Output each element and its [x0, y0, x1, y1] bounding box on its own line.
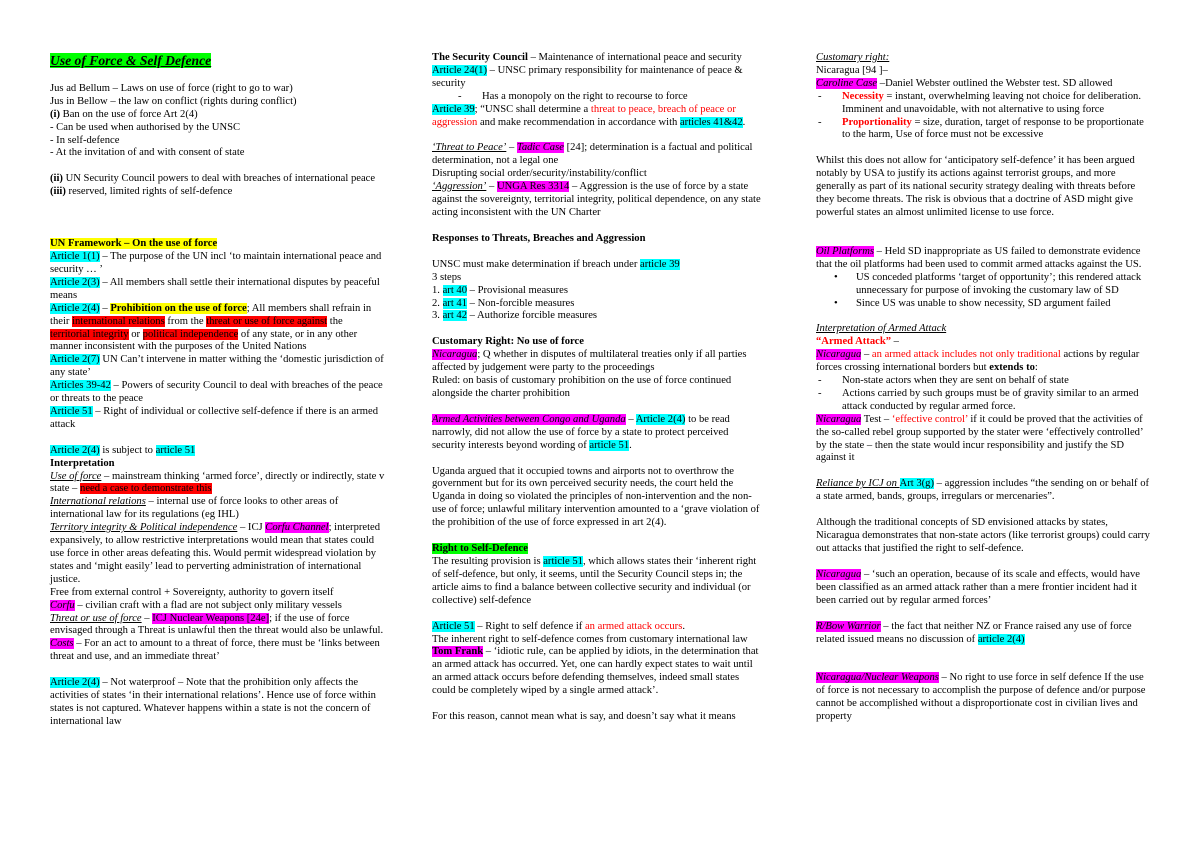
- article-39-text-1: ; “UNSC shall determine a: [474, 103, 591, 115]
- use-of-force-term: Use of force: [50, 470, 102, 482]
- tom-frank-name: Tom Frank: [432, 646, 484, 658]
- threat-to-peace-line: [432, 142, 762, 168]
- armed-article-51-ref: article 51: [589, 439, 630, 451]
- caroline-case: Caroline Case: [816, 77, 878, 89]
- gravity-text: Actions carried by such groups must be of gravity similar to an armed attack conducted by regular armed force.: [842, 387, 1139, 412]
- armed-attack-line: [816, 336, 1152, 349]
- proportionality-term: Proportionality: [842, 116, 912, 128]
- aggression-text: – Aggression is the use of force by a state against the sovereignty, territorial integrity, political dependence, on any state acting inconsistent with the UN Charter: [432, 181, 761, 218]
- reliance-term: Reliance by ICJ on: [816, 478, 900, 490]
- threat-to-peace-dash: –: [506, 142, 517, 154]
- article-51-text: – Right of individual or collective self-defence if there is an armed attack: [50, 405, 378, 430]
- tom-frank-text: – ‘idiotic rule, can be applied by idiots, in the determination that an armed attack has occurred. Yet, one can hardly expect states to wait until an armed attack occurs before defending themselves, indeed small states could be completely wiped by a single armed attack’.: [432, 646, 759, 697]
- rainbow-article-2-4-ref: article 2(4): [977, 633, 1025, 645]
- article-2-3-ref: Article 2(3): [50, 276, 100, 288]
- interp-territory-integrity: [50, 522, 385, 587]
- nuclear-weapons-case: ICJ Nuclear Weapons [24e]: [152, 612, 270, 624]
- page-title-line: [50, 52, 385, 70]
- art-41-ref: art 41: [442, 297, 468, 309]
- self-defence-heading: Right to Self-Defence: [432, 543, 528, 555]
- subject-text: is subject to: [99, 444, 156, 456]
- armed-activities-line: [432, 414, 762, 453]
- intro-line-invitation: - At the invitation of and with consent of state: [50, 147, 245, 159]
- article-24-1-text: – UNSC primary responsibility for maintenance of peace & security: [432, 64, 743, 89]
- tadic-text: [24]; determination is a factual and political determination, not a legal one: [432, 142, 753, 167]
- ruled-line: Ruled: on basis of customary prohibition on the use of force continued alongside the charter prohibition: [432, 375, 732, 399]
- column-left: [50, 52, 385, 729]
- intro-text-ii: UN Security Council powers to deal with breaches of international peace: [62, 173, 376, 185]
- nicaragua-test-text: Test –: [861, 413, 892, 425]
- intro-label-ii: (ii): [50, 173, 63, 185]
- for-this-reason-line: For this reason, cannot mean what is say, and doesn’t say what it means: [432, 711, 736, 723]
- oil-bullet-2-text: Since US was unable to show necessity, SD argument failed: [856, 297, 1111, 309]
- intro-item-iii: [50, 186, 385, 199]
- nicaragua-2-red: an armed attack includes not only traditional: [871, 349, 1061, 361]
- corfu-text: – civilian craft with a flad are not subject only military vessels: [74, 599, 342, 611]
- nicaragua-2-text: actions by regular forces crossing international borders but: [816, 349, 1140, 374]
- armed-activities-dash: –: [625, 413, 636, 425]
- resulting-provision-text-1: The resulting provision is: [432, 556, 544, 567]
- step-3-text: – Authorize forcible measures: [467, 310, 598, 322]
- article-51-attack-ref: Article 51: [432, 620, 475, 632]
- art-3g-ref: Art 3(g): [899, 478, 934, 490]
- framework-article-2-7: [50, 354, 385, 380]
- article-51-attack-line: [432, 621, 762, 634]
- nicaragua-nuclear-case: Nicaragua/Nuclear Weapons: [816, 672, 939, 684]
- security-council-heading: The Security Council: [432, 52, 528, 63]
- article-24-1-line: [432, 65, 762, 91]
- article-2-4-highlight-4: political independence: [142, 328, 239, 340]
- article-51-attack-end: .: [682, 620, 685, 632]
- although-paragraph: Although the traditional concepts of SD envisioned attacks by states, Nicaragua demonstrates that non-state actors (like terrorist groups) could carry out attacks that justified the right to self-defence.: [816, 517, 1150, 554]
- step-3: [432, 310, 762, 323]
- oil-platforms-line: [816, 246, 1152, 272]
- page-title: Use of Force & Self Defence: [50, 53, 212, 68]
- interp-threat-use-force: [50, 613, 385, 639]
- column-middle: [432, 52, 762, 724]
- armed-attack-term: “Armed Attack”: [816, 336, 892, 348]
- costs-text: – For an act to amount to a threat of force, there must be ‘links between threat and use, and an immediate threat’: [50, 638, 380, 663]
- oil-bullet-1-text: US conceded platforms ‘target of opportunity’; this rendered attack unnecessary for purpose of invoking the customary law of SD: [856, 271, 1142, 296]
- unsc-determination-text: UNSC must make determination if breach under: [432, 258, 640, 270]
- caroline-text: –Daniel Webster outlined the Webster test. SD allowed: [877, 77, 1113, 89]
- security-council-line: [432, 52, 762, 65]
- article-39-red: threat to peace, breach of peace or aggression: [432, 103, 736, 128]
- article-39-text-2: and make recommendation in accordance with: [477, 116, 680, 128]
- article-1-1-text: – The purpose of the UN incl ‘to maintain international peace and security … ’: [50, 251, 382, 275]
- interpretation-armed-attack-heading: Interpretation of Armed Attack: [816, 323, 947, 335]
- nicaragua-test-text-2: if it could be proved that the activities of the so-called rebel group supported by the stater were ‘effectively controlled’ by the state – then the state would incur responsibility and justify the SD against it: [816, 413, 1143, 464]
- costs-term: Costs: [50, 638, 74, 650]
- international-relations-text: – internal use of force looks to other areas of international law for its regulations (eg IHL): [50, 496, 339, 521]
- intro-line-self-defence: - In self-defence: [50, 134, 120, 146]
- step-1-num: 1.: [432, 284, 443, 296]
- article-2-4-text-4: or: [128, 328, 143, 340]
- article-2-4-text-5: of any state, or in any other manner inconsistent with the purposes of the United Nations: [50, 328, 358, 353]
- step-2-text: – Non-forcible measures: [467, 297, 575, 309]
- article-51-attack-text: – Right to self defence if: [474, 620, 585, 632]
- article-2-4-text-2: from the: [164, 315, 207, 327]
- not-waterproof-text: – Not waterproof – Note that the prohibition only affects the activities of states ‘in their international relations’. Hence use of force within states is not captured. Whatever happens within a state is not the concern of international law: [50, 677, 376, 727]
- step-3-num: 3.: [432, 310, 443, 322]
- nicaragua-case: Nicaragua: [432, 349, 478, 361]
- non-state-text: Non-state actors when they are sent on behalf of state: [842, 375, 1069, 387]
- intro-label-iii: (iii): [50, 186, 66, 198]
- tadic-case: Tadic Case: [516, 142, 564, 154]
- territory-integrity-text: – ICJ: [237, 522, 266, 534]
- international-relations-term: International relations: [50, 496, 146, 508]
- framework-heading: UN Framework – On the use of force: [50, 238, 218, 250]
- articles-39-42-ref: Articles 39-42: [50, 380, 111, 392]
- interp-costs: [50, 638, 385, 664]
- not-waterproof-ref: Article 2(4): [50, 677, 100, 689]
- prohibition-heading: Prohibition on the use of force: [110, 302, 247, 314]
- proportionality-text: = size, duration, target of response to be proportionate to the harm, Use of force must not be excessive: [842, 116, 1144, 141]
- art-42-ref: art 42: [442, 310, 468, 322]
- gravity-item: - Actions carried by such groups must be of gravity similar to an armed attack conducted by regular armed force.: [816, 388, 1152, 414]
- intro-label-i: (i): [50, 108, 60, 120]
- threat-to-peace-term: ‘Threat to Peace’: [432, 142, 507, 154]
- interp-use-of-force: [50, 471, 385, 497]
- rainbow-warrior-line: [816, 621, 1152, 647]
- framework-article-51: [50, 406, 385, 432]
- non-state-item: - Non-state actors when they are sent on behalf of state: [818, 375, 1069, 387]
- monopoly-text: Has a monopoly on the right to recourse to force: [482, 90, 688, 102]
- necessity-text: = instant, overwhelming leaving not choice for deliberation. Imminent and unavoidable, with not alternative to using force: [842, 90, 1141, 115]
- oil-platforms-text: – Held SD inappropriate as US failed to demonstrate evidence that the oil platforms had been used to commit armed attacks against the US.: [816, 245, 1142, 270]
- step-2-num: 2.: [432, 297, 443, 309]
- territory-integrity-text-2: ; interpreted expansively, to allow restrictive interpretations would mean that states could use force in other areas defeating this. Would permit widespread violation by states and ‘might easily’ lead to perverting administration of international justice.: [50, 522, 381, 585]
- armed-attack-dash: –: [891, 336, 899, 348]
- corfu-case: Corfu: [50, 599, 75, 611]
- uganda-paragraph: Uganda argued that it occupied towns and airports not to overthrow the government but for its own perceived security needs, the court held the Uganda in doing so violated the principles of non-intervention and the non-use of force; unlawful military intervention amounted to a ‘grave violation of the prohibition of the use of force expressed in art 2(4).: [432, 465, 760, 529]
- rainbow-warrior-case: R/Bow Warrior: [816, 620, 881, 632]
- unsc-article-39-ref: article 39: [640, 258, 680, 270]
- articles-39-42-text: – Powers of security Council to deal with breaches of the peace or threats to the peace: [50, 380, 383, 405]
- article-39-text-3: .: [742, 116, 746, 128]
- rainbow-warrior-text: – the fact that neither NZ or France raised any use of force related issued means no discussion of: [816, 620, 1132, 645]
- intro-item-i: [50, 109, 385, 122]
- nicaragua-2-dash: –: [861, 349, 872, 361]
- article-39-ref: Article 39: [432, 103, 475, 115]
- article-2-3-text: – All members shall settle their international disputes by peaceful means: [50, 276, 380, 301]
- interp-international-relations: [50, 496, 385, 522]
- customary-right-heading: Customary Right: No use of force: [432, 336, 584, 348]
- armed-attack-occurs: an armed attack occurs: [584, 620, 683, 632]
- oil-bullet-2: • Since US was unable to show necessity, SD argument failed: [834, 297, 1111, 309]
- threat-use-force-dash: –: [141, 612, 153, 624]
- framework-articles-39-42: [50, 380, 385, 406]
- article-2-7-text: UN Can’t intervene in matter withing the ‘domestic jurisdiction of any state’: [50, 354, 384, 379]
- nicaragua-94-line: Nicaragua [94 ]–: [816, 64, 888, 76]
- nicaragua-scale-text: – ‘such an operation, because of its scale and effects, would have been classified as an armed attack rather than a mere frontier incident had it been carried out by regular armed forces’: [816, 568, 1140, 606]
- extends-to: extends to: [989, 362, 1035, 374]
- necessity-item: - Necessity = instant, overwhelming leaving not choice for deliberation. Imminent and unavoidable, with not alternative to using force: [818, 90, 1141, 115]
- use-of-force-highlight: need a case to demonstrate this: [80, 483, 212, 495]
- aggression-dash: –: [486, 181, 497, 193]
- intro-line-unsc: - Can be used when authorised by the UNSC: [50, 121, 241, 133]
- article-2-4-highlight-1: international relations: [72, 315, 165, 327]
- intro-item-ii: [50, 173, 385, 186]
- intro-text-iii: reserved, limited rights of self-defence: [65, 186, 233, 198]
- nicaragua-2-end: :: [1034, 362, 1038, 374]
- armed-article-2-4-ref: Article 2(4): [635, 413, 686, 425]
- step-1-text: – Provisional measures: [467, 284, 568, 296]
- effective-control: ‘effective control’: [891, 413, 968, 425]
- article-24-1-ref: Article 24(1): [432, 64, 488, 76]
- subject-to-line: [50, 445, 385, 458]
- armed-activities-case: Armed Activities between Congo and Uganda: [432, 413, 626, 425]
- nicaragua-traditional-line: [816, 349, 1152, 375]
- column-right: [816, 52, 1152, 724]
- nicaragua-nuclear-line: [816, 672, 1152, 724]
- nicaragua-test-line: [816, 414, 1152, 466]
- proportionality-item: - Proportionality = size, duration, target of response to be proportionate to the harm, Use of force must not be excessive: [818, 116, 1144, 141]
- aggression-term: ‘Aggression’: [432, 181, 487, 193]
- oil-bullet-1: • US conceded platforms ‘target of opportunity’; this rendered attack unnecessary for purpose of invoking the customary law of SD: [816, 272, 1152, 298]
- reliance-line: [816, 478, 1152, 504]
- nicaragua-case-4: Nicaragua: [816, 568, 862, 580]
- step-2: [432, 298, 762, 311]
- article-2-4-dash: –: [99, 302, 111, 314]
- subject-ref-a: Article 2(4): [50, 444, 100, 456]
- intro-jus-in-bellow: Jus in Bellow – the law on conflict (rights during conflict): [50, 95, 297, 107]
- nicaragua-scale-line: [816, 569, 1152, 608]
- customary-right-title: Customary right:: [816, 52, 890, 63]
- armed-activities-text: to be read narrowly, did not allow the use of force by a state to protect perceived security interests beyond wording of: [432, 413, 730, 451]
- nicaragua-case-3: Nicaragua: [816, 413, 862, 425]
- inherent-right-line: The inherent right to self-defence comes from customary international law: [432, 633, 748, 645]
- articles-41-42-ref: articles 41&42: [679, 116, 743, 128]
- article-2-4-highlight-3: territorial integrity: [50, 328, 129, 340]
- unga-res-3314: UNGA Res 3314: [496, 181, 570, 193]
- nicaragua-nuclear-text: – No right to use force in self defence If the use of force is not necessary to accomplish the purpose of defence and/or purpose cannot be accomplished without a disproportionate cost in civilian lives and property: [816, 672, 1146, 723]
- tom-frank-line: [432, 646, 762, 698]
- interpretation-heading: Interpretation: [50, 457, 115, 469]
- self-defence-heading-line: [432, 543, 762, 556]
- article-1-1-ref: Article 1(1): [50, 251, 100, 263]
- framework-article-2-3: [50, 277, 385, 303]
- threat-use-force-text: ; if the use of force envisaged through a Threat is unlawful then the threat would also be unlawful.: [50, 612, 384, 637]
- responses-heading: Responses to Threats, Breaches and Aggression: [432, 232, 646, 244]
- nicaragua-line: [432, 349, 762, 375]
- disrupting-line: Disrupting social order/security/instability/conflict: [432, 168, 647, 180]
- article-2-7-ref: Article 2(7): [50, 354, 100, 366]
- framework-heading-line: [50, 238, 385, 251]
- necessity-term: Necessity: [842, 90, 884, 102]
- steps-line: 3 steps: [432, 271, 462, 283]
- reliance-text: – aggression includes “the sending on or behalf of a state armed, bands, groups, irregulars or mercenaries”.: [816, 478, 1150, 503]
- step-1: [432, 285, 762, 298]
- nicaragua-text: ; Q whether in disputes of multilateral treaties only if all parties affected by judgement were party to the proceedings: [432, 349, 747, 374]
- whilst-paragraph: Whilst this does not allow for ‘anticipatory self-defence’ it has been argued notably by USA to justify its actions against terrorist groups, and more generally as part of its national security strategy dealing with threats before they become threats. The risk is obvious that a doctrine of ASD might give powerful states an almost unlimited license to use force.: [816, 155, 1136, 218]
- use-of-force-text: – mainstream thinking ‘armed force’, directly or indirectly, state v state –: [50, 470, 385, 495]
- aggression-line: [432, 181, 762, 220]
- territory-integrity-term: Territory integrity & Political independence: [50, 522, 238, 534]
- article-2-4-ref: Article 2(4): [50, 302, 100, 314]
- interp-free-control: Free from external control + Sovereignty, authority to govern itself: [50, 586, 334, 598]
- article-2-4-text-3: the: [327, 315, 343, 327]
- framework-article-1-1: [50, 251, 385, 277]
- unsc-determination-line: [432, 259, 762, 272]
- subject-ref-b: article 51: [155, 444, 196, 456]
- resulting-provision-line: [432, 556, 762, 608]
- article-2-4-text-1: ; All members shall refrain in their: [50, 302, 372, 327]
- threat-use-force-term: Threat or use of force: [50, 612, 142, 624]
- interp-corfu: [50, 600, 385, 613]
- monopoly-line: - Has a monopoly on the right to recourse to force: [458, 90, 688, 102]
- corfu-channel-case: Corfu Channel: [265, 522, 329, 534]
- oil-platforms-case: Oil Platforms: [816, 245, 874, 257]
- intro-text-i: Ban on the use of force Art 2(4): [60, 108, 198, 120]
- interp-not-waterproof: [50, 677, 385, 729]
- article-2-4-highlight-2: threat or use of force against: [206, 315, 328, 327]
- resulting-article-51-ref: article 51: [543, 556, 583, 567]
- caroline-line: [816, 78, 1152, 91]
- intro-jus-ad-bellum: Jus ad Bellum – Laws on use of force (right to go to war): [50, 82, 293, 94]
- framework-article-2-4: [50, 303, 385, 355]
- nicaragua-case-2: Nicaragua: [816, 349, 862, 361]
- art-40-ref: art 40: [442, 284, 468, 296]
- armed-activities-end: .: [629, 439, 632, 451]
- security-council-text: – Maintenance of international peace and security: [527, 52, 742, 63]
- resulting-provision-text-2: , which allows states their ‘inherent right of self-defence, but only, it seems, until the Security Council steps in; the article aims to find a balance between collective security and individual (or collective) self-defence: [432, 556, 757, 606]
- article-39-line: [432, 104, 762, 130]
- article-51-ref: Article 51: [50, 405, 93, 417]
